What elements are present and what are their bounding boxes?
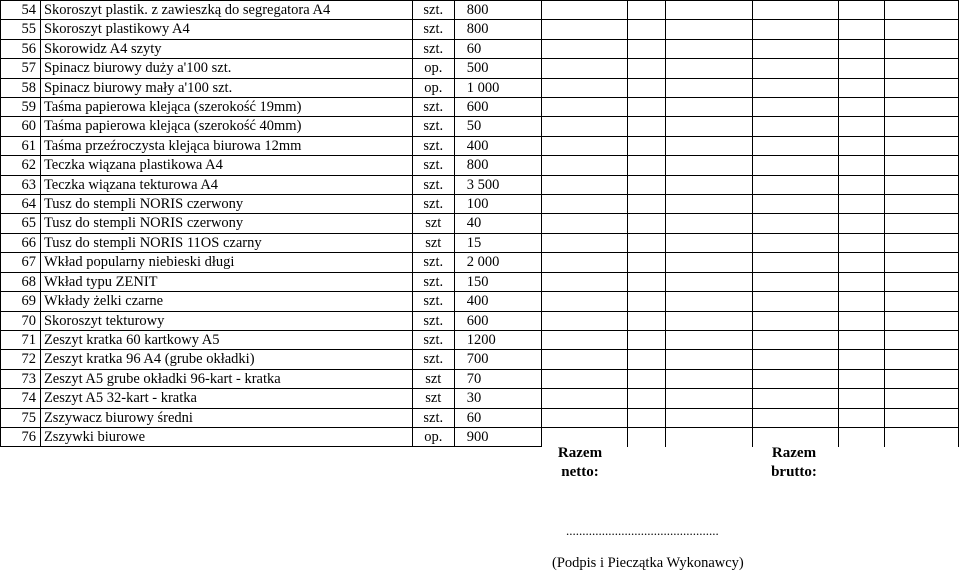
empty-cell <box>839 136 885 155</box>
empty-cell <box>666 214 753 233</box>
item-unit: szt. <box>412 292 454 311</box>
empty-cell <box>885 272 959 291</box>
row-number: 73 <box>1 369 41 388</box>
item-unit: szt <box>412 233 454 252</box>
empty-cell <box>885 369 959 388</box>
empty-cell <box>541 311 627 330</box>
empty-cell <box>666 156 753 175</box>
item-quantity: 800 <box>454 1 541 20</box>
item-name: Skoroszyt plastikowy A4 <box>40 20 412 39</box>
empty-cell <box>666 408 753 427</box>
empty-cell <box>839 98 885 117</box>
empty-cell <box>541 233 627 252</box>
empty-cell <box>753 253 839 272</box>
item-unit: szt. <box>412 117 454 136</box>
empty-cell <box>753 330 839 349</box>
table-row <box>1 20 959 39</box>
row-number: 63 <box>1 175 41 194</box>
empty-cell <box>885 59 959 78</box>
table-row <box>1 330 959 349</box>
item-quantity: 30 <box>454 389 541 408</box>
item-unit: szt <box>412 214 454 233</box>
table-row <box>1 272 959 291</box>
empty-cell <box>839 117 885 136</box>
empty-cell <box>666 369 753 388</box>
item-unit: op. <box>412 427 454 446</box>
item-quantity: 600 <box>454 311 541 330</box>
empty-cell <box>753 20 839 39</box>
empty-cell <box>541 408 627 427</box>
item-unit: szt. <box>412 39 454 58</box>
item-name: Wkłady żelki czarne <box>40 292 412 311</box>
item-unit: szt <box>412 369 454 388</box>
empty-cell <box>627 253 666 272</box>
empty-cell <box>666 311 753 330</box>
item-name: Skoroszyt tekturowy <box>40 311 412 330</box>
table-row <box>1 292 959 311</box>
empty-cell <box>753 117 839 136</box>
empty-cell <box>885 233 959 252</box>
empty-cell <box>541 59 627 78</box>
item-unit: szt. <box>412 136 454 155</box>
empty-cell <box>839 214 885 233</box>
row-number: 58 <box>1 78 41 97</box>
table-row <box>1 1 959 20</box>
empty-cell <box>627 195 666 214</box>
item-name: Tusz do stempli NORIS czerwony <box>40 214 412 233</box>
empty-cell <box>839 20 885 39</box>
empty-cell <box>753 59 839 78</box>
empty-cell <box>627 369 666 388</box>
empty-cell <box>839 195 885 214</box>
item-quantity: 600 <box>454 98 541 117</box>
row-number: 68 <box>1 272 41 291</box>
empty-cell <box>541 20 627 39</box>
empty-cell <box>666 253 753 272</box>
empty-cell <box>627 233 666 252</box>
item-quantity: 1200 <box>454 330 541 349</box>
item-unit: szt. <box>412 408 454 427</box>
item-unit: op. <box>412 78 454 97</box>
empty-cell <box>627 59 666 78</box>
empty-cell <box>627 408 666 427</box>
row-number: 61 <box>1 136 41 155</box>
empty-cell <box>541 330 627 349</box>
item-unit: szt. <box>412 195 454 214</box>
item-name: Zeszyt A5 grube okładki 96-kart - kratka <box>40 369 412 388</box>
empty-cell <box>666 233 753 252</box>
item-name: Spinacz biurowy mały a'100 szt. <box>40 78 412 97</box>
item-unit: szt. <box>412 272 454 291</box>
empty-cell <box>753 389 839 408</box>
item-quantity: 2 000 <box>454 253 541 272</box>
empty-cell <box>627 214 666 233</box>
empty-cell <box>666 350 753 369</box>
empty-cell <box>753 408 839 427</box>
empty-cell <box>666 272 753 291</box>
item-name: Zeszyt kratka 96 A4 (grube okładki) <box>40 350 412 369</box>
item-unit: szt. <box>412 253 454 272</box>
item-quantity: 400 <box>454 292 541 311</box>
item-quantity: 500 <box>454 59 541 78</box>
empty-cell <box>753 175 839 194</box>
empty-cell <box>839 330 885 349</box>
item-quantity: 900 <box>454 427 541 446</box>
item-quantity: 1 000 <box>454 78 541 97</box>
empty-cell <box>885 195 959 214</box>
table-row <box>1 389 959 408</box>
empty-cell <box>885 156 959 175</box>
empty-cell <box>885 136 959 155</box>
empty-cell <box>627 311 666 330</box>
empty-cell <box>885 389 959 408</box>
table-row <box>1 214 959 233</box>
item-name: Zeszyt kratka 60 kartkowy A5 <box>40 330 412 349</box>
empty-cell <box>839 427 885 446</box>
empty-cell <box>753 292 839 311</box>
empty-cell <box>753 78 839 97</box>
empty-cell <box>541 272 627 291</box>
empty-cell <box>666 427 753 446</box>
empty-cell <box>753 136 839 155</box>
row-number: 65 <box>1 214 41 233</box>
table-row <box>1 369 959 388</box>
empty-cell <box>666 59 753 78</box>
empty-cell <box>541 175 627 194</box>
empty-cell <box>666 292 753 311</box>
item-name: Zszywki biurowe <box>40 427 412 446</box>
empty-cell <box>666 20 753 39</box>
table-row <box>1 175 959 194</box>
empty-cell <box>627 156 666 175</box>
empty-cell <box>885 427 959 446</box>
item-name: Wkład typu ZENIT <box>40 272 412 291</box>
empty-cell <box>885 330 959 349</box>
empty-cell <box>541 195 627 214</box>
row-number: 64 <box>1 195 41 214</box>
empty-cell <box>666 136 753 155</box>
row-number: 71 <box>1 330 41 349</box>
item-unit: szt. <box>412 156 454 175</box>
item-name: Zszywacz biurowy średni <box>40 408 412 427</box>
row-number: 62 <box>1 156 41 175</box>
empty-cell <box>839 78 885 97</box>
item-name: Spinacz biurowy duży a'100 szt. <box>40 59 412 78</box>
row-number: 75 <box>1 408 41 427</box>
empty-cell <box>753 214 839 233</box>
empty-cell <box>627 39 666 58</box>
empty-cell <box>839 39 885 58</box>
empty-cell <box>753 156 839 175</box>
item-unit: szt. <box>412 330 454 349</box>
empty-cell <box>839 389 885 408</box>
empty-cell <box>541 350 627 369</box>
empty-cell <box>666 78 753 97</box>
table-row <box>1 311 959 330</box>
empty-cell <box>839 292 885 311</box>
item-quantity: 150 <box>454 272 541 291</box>
empty-cell <box>627 98 666 117</box>
empty-cell <box>541 156 627 175</box>
item-quantity: 3 500 <box>454 175 541 194</box>
empty-cell <box>885 311 959 330</box>
item-unit: op. <box>412 59 454 78</box>
total-netto-label <box>542 444 618 482</box>
total-brutto-line1: Razem <box>771 445 817 461</box>
empty-cell <box>839 350 885 369</box>
item-name: Skorowidz A4 szyty <box>40 39 412 58</box>
row-number: 70 <box>1 311 41 330</box>
empty-cell <box>541 292 627 311</box>
empty-cell <box>627 136 666 155</box>
item-name: Teczka wiązana tekturowa A4 <box>40 175 412 194</box>
empty-cell <box>666 330 753 349</box>
table-row <box>1 253 959 272</box>
row-number: 69 <box>1 292 41 311</box>
total-netto-line1: Razem <box>557 445 603 461</box>
empty-cell <box>839 156 885 175</box>
table-row <box>1 78 959 97</box>
table-row <box>1 233 959 252</box>
empty-cell <box>839 272 885 291</box>
row-number: 60 <box>1 117 41 136</box>
empty-cell <box>666 1 753 20</box>
empty-cell <box>753 369 839 388</box>
row-number: 57 <box>1 59 41 78</box>
empty-cell <box>541 39 627 58</box>
empty-cell <box>839 311 885 330</box>
empty-cell <box>885 117 959 136</box>
item-quantity: 800 <box>454 20 541 39</box>
empty-cell <box>541 389 627 408</box>
table-row <box>1 136 959 155</box>
empty-cell <box>839 59 885 78</box>
empty-cell <box>753 195 839 214</box>
item-unit: szt. <box>412 1 454 20</box>
row-number: 76 <box>1 427 41 446</box>
empty-cell <box>839 175 885 194</box>
signature-line: ............................................... <box>566 523 719 538</box>
item-quantity: 40 <box>454 214 541 233</box>
row-number: 74 <box>1 389 41 408</box>
item-quantity: 400 <box>454 136 541 155</box>
item-quantity: 15 <box>454 233 541 252</box>
empty-cell <box>753 1 839 20</box>
empty-cell <box>541 1 627 20</box>
empty-cell <box>541 78 627 97</box>
item-unit: szt. <box>412 98 454 117</box>
item-unit: szt. <box>412 20 454 39</box>
item-quantity: 50 <box>454 117 541 136</box>
empty-cell <box>885 408 959 427</box>
item-unit: szt. <box>412 350 454 369</box>
row-number: 55 <box>1 20 41 39</box>
empty-cell <box>541 136 627 155</box>
row-number: 56 <box>1 39 41 58</box>
empty-cell <box>885 20 959 39</box>
empty-cell <box>885 39 959 58</box>
empty-cell <box>541 98 627 117</box>
table-row <box>1 156 959 175</box>
total-brutto-label <box>756 444 832 482</box>
empty-cell <box>839 369 885 388</box>
empty-cell <box>753 272 839 291</box>
table-row <box>1 98 959 117</box>
item-name: Wkład popularny niebieski długi <box>40 253 412 272</box>
empty-cell <box>627 117 666 136</box>
item-quantity: 700 <box>454 350 541 369</box>
item-name: Teczka wiązana plastikowa A4 <box>40 156 412 175</box>
item-name: Taśma papierowa klejąca (szerokość 40mm) <box>40 117 412 136</box>
total-netto-line2: netto: <box>561 464 599 480</box>
empty-cell <box>666 175 753 194</box>
empty-cell <box>541 214 627 233</box>
empty-cell <box>885 1 959 20</box>
item-name: Taśma przeźroczysta klejąca biurowa 12mm <box>40 136 412 155</box>
empty-cell <box>541 117 627 136</box>
empty-cell <box>885 253 959 272</box>
empty-cell <box>627 1 666 20</box>
empty-cell <box>885 214 959 233</box>
empty-cell <box>839 233 885 252</box>
item-name: Skoroszyt plastik. z zawieszką do segregatora A4 <box>40 1 412 20</box>
row-number: 54 <box>1 1 41 20</box>
empty-cell <box>885 292 959 311</box>
empty-cell <box>753 98 839 117</box>
item-name: Zeszyt A5 32-kart - kratka <box>40 389 412 408</box>
item-name: Taśma papierowa klejąca (szerokość 19mm) <box>40 98 412 117</box>
empty-cell <box>753 39 839 58</box>
row-number: 59 <box>1 98 41 117</box>
empty-cell <box>541 253 627 272</box>
empty-cell <box>885 78 959 97</box>
empty-cell <box>627 175 666 194</box>
empty-cell <box>839 1 885 20</box>
empty-cell <box>885 350 959 369</box>
item-quantity: 800 <box>454 156 541 175</box>
table-row <box>1 59 959 78</box>
empty-cell <box>627 427 666 446</box>
empty-cell <box>627 350 666 369</box>
item-unit: szt. <box>412 311 454 330</box>
empty-cell <box>885 98 959 117</box>
signature-label: (Podpis i Pieczątka Wykonawcy) <box>552 555 744 571</box>
row-number: 72 <box>1 350 41 369</box>
empty-cell <box>666 39 753 58</box>
table-row <box>1 408 959 427</box>
items-table-body <box>1 1 959 447</box>
row-number: 67 <box>1 253 41 272</box>
total-brutto-line2: brutto: <box>771 464 817 480</box>
empty-cell <box>839 253 885 272</box>
item-unit: szt <box>412 389 454 408</box>
empty-cell <box>753 350 839 369</box>
empty-cell <box>666 195 753 214</box>
empty-cell <box>627 330 666 349</box>
empty-cell <box>753 311 839 330</box>
empty-cell <box>627 20 666 39</box>
item-quantity: 60 <box>454 408 541 427</box>
table-row <box>1 350 959 369</box>
empty-cell <box>627 292 666 311</box>
empty-cell <box>627 78 666 97</box>
item-quantity: 70 <box>454 369 541 388</box>
empty-cell <box>666 389 753 408</box>
table-row <box>1 195 959 214</box>
item-name: Tusz do stempli NORIS 11OS czarny <box>40 233 412 252</box>
empty-cell <box>666 98 753 117</box>
item-quantity: 100 <box>454 195 541 214</box>
empty-cell <box>627 389 666 408</box>
empty-cell <box>666 117 753 136</box>
empty-cell <box>627 272 666 291</box>
table-row <box>1 117 959 136</box>
empty-cell <box>885 175 959 194</box>
item-name: Tusz do stempli NORIS czerwony <box>40 195 412 214</box>
row-number: 66 <box>1 233 41 252</box>
table-row <box>1 39 959 58</box>
empty-cell <box>541 369 627 388</box>
empty-cell <box>753 233 839 252</box>
item-quantity: 60 <box>454 39 541 58</box>
empty-cell <box>839 408 885 427</box>
item-unit: szt. <box>412 175 454 194</box>
